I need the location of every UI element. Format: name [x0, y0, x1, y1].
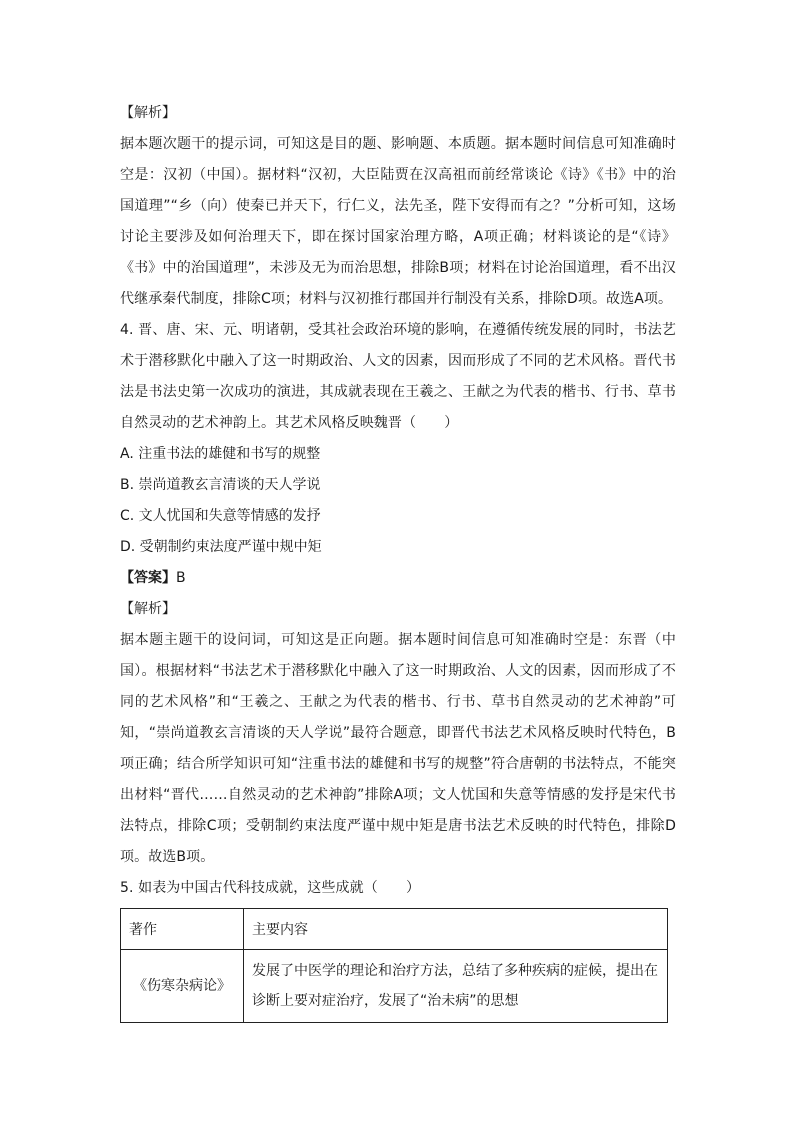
document-content: [120, 98, 676, 1023]
q4-answer: [120, 563, 676, 594]
table-header-cell: 主要内容: [244, 909, 668, 950]
q4-option-a: A. 注重书法的雄健和书写的规整: [120, 446, 321, 462]
table-cell: 《伤寒杂病论》: [121, 950, 244, 1023]
q4-analysis-heading: 【解析】: [120, 601, 176, 617]
q5-stem: 5. 如表为中国古代科技成就，这些成就（ ）: [120, 880, 421, 896]
q4-option-b: B. 崇尚道教玄言清谈的天人学说: [120, 477, 321, 493]
q4-answer-heading: 【答案】: [120, 570, 176, 586]
table-cell: 发展了中医学的理论和治疗方法，总结了多种疾病的症候，提出在诊断上要对症治疗，发展了“治未病”的思想: [244, 950, 668, 1023]
q3-analysis-heading: 【解析】: [120, 105, 176, 121]
q5-table-wrapper: [120, 908, 668, 1023]
table-header-cell: 著作: [121, 909, 244, 950]
q4-option-c: C. 文人忧国和失意等情感的发抒: [120, 508, 321, 524]
q4-option-d: D. 受朝制约束法度严谨中规中矩: [120, 539, 322, 555]
q5-table: [120, 908, 668, 1023]
q3-analysis-text: 据本题次题干的提示词，可知这是目的题、影响题、本质题。据本题时间信息可知准确时空是：汉初（中国）。据材料“汉初，大臣陆贾在汉高祖而前经常谈论《诗》《书》中的治国道理”“乡（向）使秦已并天下，行仁义，法先圣，陛下安得而有之？”分析可知，这场讨论主要涉及如何治理天下，即在探讨国家治理方略，A项正确；材料谈论的是“《诗》《书》中的治国道理”，未涉及无为而治思想，排除B项；材料在讨论治国道理，看不出汉代继承秦代制度，排除C项；材料与汉初推行郡国并行制没有关系，排除D项。故选A项。: [120, 136, 676, 307]
table-header-row: [121, 909, 668, 950]
q4-stem: 4. 晋、唐、宋、元、明诸朝，受其社会政治环境的影响，在遵循传统发展的同时，书法艺术于潜移默化中融入了这一时期政治、人文的因素，因而形成了不同的艺术风格。晋代书法是书法史第一次成功的演进，其成就表现在王羲之、王献之为代表的楷书、行书、草书自然灵动的艺术神韵上。其艺术风格反映魏晋（ ）: [120, 322, 676, 431]
q4-answer-value: B: [176, 570, 186, 586]
table-row: [121, 950, 668, 1023]
q4-analysis-text: 据本题主题干的设问词，可知这是正向题。据本题时间信息可知准确时空是：东晋（中国）。根据材料“书法艺术于潜移默化中融入了这一时期政治、人文的因素，因而形成了不同的艺术风格”和“王羲之、王献之为代表的楷书、行书、草书自然灵动的艺术神韵”可知，“崇尚道教玄言清谈的天人学说”最符合题意，即晋代书法艺术风格反映时代特色，B项正确；结合所学知识可知“注重书法的雄健和书写的规整”符合唐朝的书法特点，不能突出材料“晋代……自然灵动的艺术神韵”排除A项；文人忧国和失意等情感的发抒是宋代书法特点，排除C项；受朝制约束法度严谨中规中矩是唐书法艺术反映的时代特色，排除D项。故选B项。: [120, 632, 676, 865]
